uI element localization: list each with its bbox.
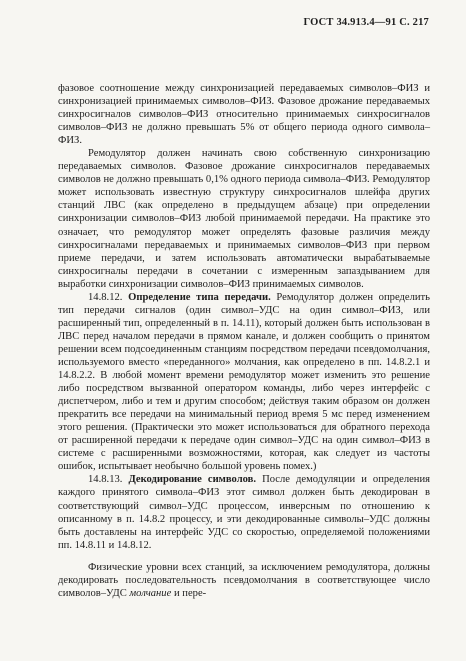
- document-body: [58, 82, 430, 600]
- page-header: ГОСТ 34.913.4—91 С. 217: [303, 17, 429, 28]
- emphasis-text: молчание: [129, 587, 172, 599]
- paragraph-tail: и пере-: [173, 587, 207, 599]
- section-number: 14.8.13.: [88, 474, 123, 486]
- paragraph-remodulator: [58, 147, 430, 291]
- paragraph-text: Ремодулятор должен начинать свою собственную синхронизацию передаваемых символов. Фазовое дрожание синхросигналов передаваемых символов не должно превышать 0,1% одного периода символа–ФИЗ. Ремодулятор может использовать известную структуру синхросигналов шлейфа других станций ЛВС (как определено в предыдущем абзаце) при определении синхронизации символов–ФИЗ любой принимаемой передачи. На практике это означает, что ремодулятор может определять фазовые различия между синхросигналами передаваемых и принимаемых символов–ФИЗ при первом приеме передачи, и затем использовать автоматически вырабатываемые синхросигналы передачи в сочетании с измеренным запаздыванием для выработки синхронизации символов–ФИЗ принимаемых символов.: [58, 148, 430, 290]
- paragraph-text: Физические уровни всех станций, за исключением ремодулятора, должны декодировать последовательность псевдомолчания в соответствующее число символов–УДС: [58, 561, 430, 599]
- paragraph-continuation: [58, 82, 430, 147]
- paragraph-text: фазовое соотношение между синхронизацией передаваемых символов–ФИЗ и синхронизацией принимаемых символов–ФИЗ. Фазовое дрожание передаваемых синхросигналов символов–ФИЗ относительно принимаемых синхросигналов символов–ФИЗ не должно превышать 5% от общего периода одного символа–ФИЗ.: [58, 83, 430, 147]
- section-heading: Декодирование символов.: [128, 474, 257, 486]
- section-heading: Определение типа передачи.: [128, 291, 271, 303]
- paragraph-text: Ремодулятор должен определить тип передачи сигналов (один символ–УДС на один символ–ФИЗ, или расширенный тип, определенный в п. 14.11), который должен быть использован в ЛВС перед началом передачи в прямом канале, и должен сообщить о принятом решении всем подсоединенным станциям посредством передачи псевдомолчания, используемого вместо «переданного» молчания, как определено в пп. 14.8.2.1 и 14.8.2.2. В любой момент времени ремодулятор может изменить это решение либо посредством вызванной оператором команды, либо через интерфейс с диспетчером, либо и тем и другим способом; действуя таким образом он должен прекратить все передачи на минимальный период время 5 мс перед изменением этого решения. (Практически это может использоваться для обратного перехода от расширенной передачи к передаче один символ–УДС на один символ–ФИЗ в системе с расширенными возможностями, которая, как следует из частоты ошибок, испытывает необычно большой уровень помех.): [58, 291, 431, 473]
- section-number: 14.8.12.: [88, 291, 123, 303]
- section-14-8-13: [58, 473, 430, 551]
- paragraph-text: После демодуляции и определения каждого принятого символа–ФИЗ этот символ должен быть декодирован в соответствующий символ–УДС процессом, инверсным по отношению к описанному в п. 14.8.2 процессу, и эти декодированные символы–УДС должны быть доставлены на интерфейс УДС со скоростью, определяемой положениями пп. 14.8.11 и 14.8.12.: [58, 474, 431, 551]
- paragraph-physical-levels: [58, 561, 430, 600]
- section-14-8-12: [58, 291, 430, 474]
